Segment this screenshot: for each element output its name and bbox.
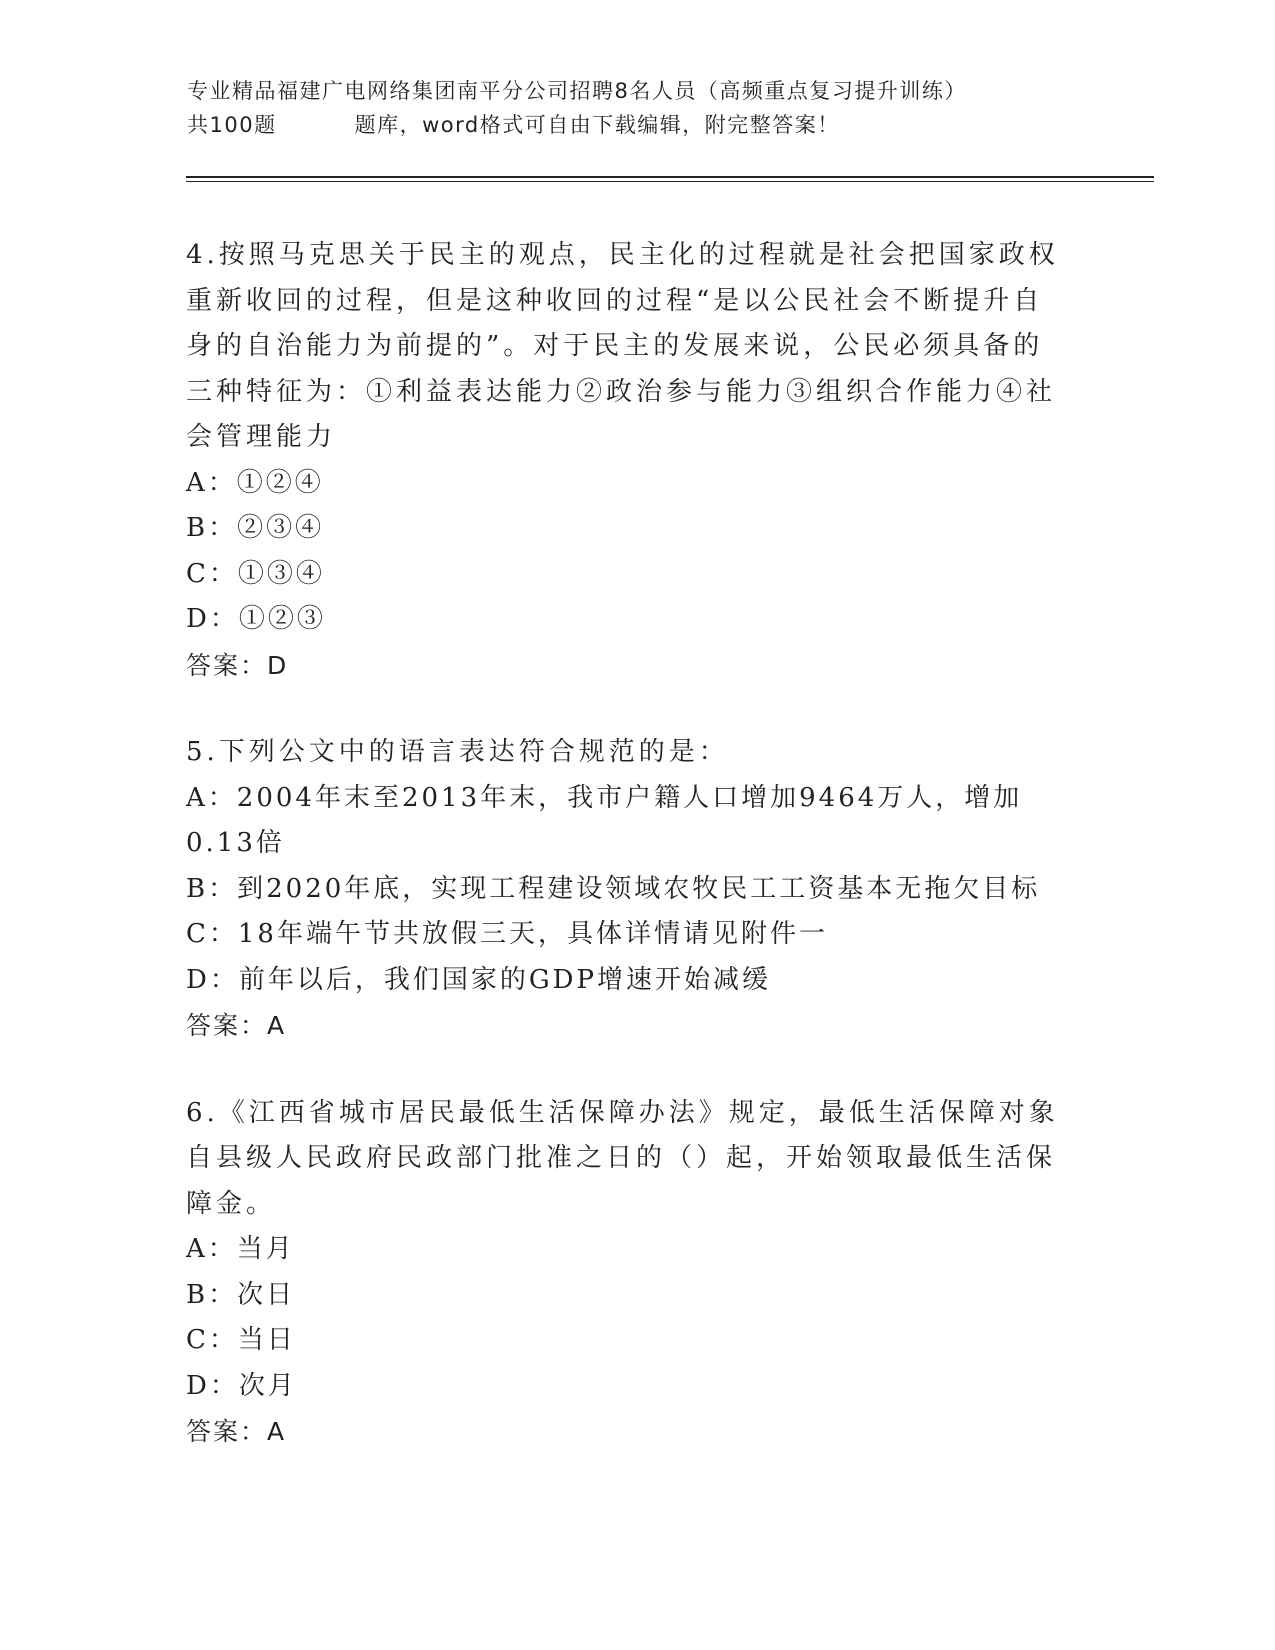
option-c: C：当日: [186, 1325, 296, 1355]
option-c: C：①③④: [186, 558, 325, 589]
option-b: B：次日: [186, 1279, 296, 1310]
option-d: D：次月: [186, 1370, 297, 1401]
header-question-count: 共100题: [187, 113, 277, 137]
option-b: B：②③④: [186, 513, 325, 543]
option-d: D：①②③: [186, 604, 326, 634]
question-text: 6.《江西省城市居民最低生活保障办法》规定，最低生活保障对象自县级人民政府民政部门批准之日的（）起，开始领取最低生活保障金。: [186, 1097, 1059, 1219]
header-divider-bottom: [186, 181, 1154, 182]
question-item: [186, 233, 1066, 688]
option-a: A：①②④: [186, 467, 324, 498]
document-header: [187, 74, 1087, 142]
question-list: [186, 233, 1066, 1497]
header-subtitle: [187, 108, 1087, 142]
option-a: A：2004年末至2013年末，我市户籍人口增加9464万人，增加0.13倍: [186, 782, 1023, 858]
answer-label: 答案：D: [186, 650, 289, 680]
header-divider-top: [186, 176, 1154, 178]
question-item: [186, 730, 1066, 1049]
header-title: 专业精品福建广电网络集团南平分公司招聘8名人员（高频重点复习提升训练）: [187, 79, 967, 103]
question-text: 5.下列公文中的语言表达符合规范的是：: [186, 737, 729, 767]
option-d: D：前年以后，我们国家的GDP增速开始减缓: [186, 964, 771, 995]
option-c: C：18年端午节共放假三天，具体详情请见附件一: [186, 919, 828, 949]
question-item: [186, 1091, 1066, 1455]
answer-label: 答案：A: [186, 1011, 287, 1040]
answer-label: 答案：A: [186, 1417, 287, 1446]
header-format-note: 题库，word格式可自由下载编辑，附完整答案！: [354, 113, 840, 137]
option-a: A：当月: [186, 1234, 295, 1264]
option-b: B：到2020年底，实现工程建设领域农牧民工工资基本无拖欠目标: [186, 873, 1041, 904]
question-text: 4.按照马克思关于民主的观点，民主化的过程就是社会把国家政权重新收回的过程，但是这种收回的过程“是以公民社会不断提升自身的自治能力为前提的”。对于民主的发展来说，公民必须具备的三种特征为：①利益表达能力②政治参与能力③组织合作能力④社会管理能力: [186, 240, 1059, 452]
